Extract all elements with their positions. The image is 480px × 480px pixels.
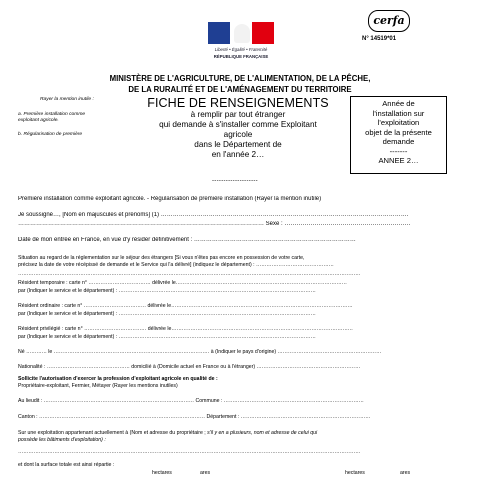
title-line: qui demande à s'installer comme Exploitant [159,120,317,129]
dotted-line[interactable]: ……………………………………………………………………………………………………………………………………………………………………………… [18,271,361,277]
year-box-line: Année de [382,99,415,108]
column-ares: ares [400,470,411,476]
year-box-line: ------- [389,146,408,156]
note-heading: Rayer la mention inutile : [40,97,94,102]
installation-type-line: Première installation comme exploitant agricole. - Régularisation de première installation (Rayer la mention inutile) [18,196,322,202]
status-options-line: Propriétaire-exploitant, Fermier, Métayer (Rayer les mentions inutiles) [18,383,178,389]
dotted-line[interactable]: ……………………………………………………………………………………………………………………………………………………………………………… [18,449,361,455]
privileged-resident-service-line[interactable]: par (Indiquer le service et le département) : …………………………………………………………………………………………………… [18,334,316,340]
marianne-icon [234,24,250,43]
year-box-line: ANNEE 2… [378,156,419,165]
motto: Liberté • Égalité • Fraternité [214,47,268,52]
ordinary-resident-service-line[interactable]: par (Indiquer le service et le département) : …………………………………………………………………………………………………… [18,311,316,317]
birth-field-line[interactable]: Né ………… le ……………………………………………………………………………… à (Indiquer le pays d'origine) …………………………………………………… [18,349,382,355]
cerfa-logo: cerfa [368,10,410,32]
name-field-line[interactable]: Je soussigné…, [Nom en majuscules et prénoms] (1) ……………………………………………………………………………………………………………. [18,212,409,218]
year-box-line: demande [382,137,415,146]
residence-status-detail-line[interactable]: précisez la date de votre récépissé de demande et le Service qui l'a délivré] (indiquez le département) : ……………………………………… [18,262,334,268]
ministry-line-1: MINISTÈRE DE L'AGRICULTURE, DE L'ALIMENTATION, DE LA PÊCHE, [109,74,371,83]
owner-field-text: Sur une exploitation appartenant actuellement à (Nom et adresse du propriétaire ; [18,430,208,436]
year-box-line: objet de la présente [365,127,432,137]
title-line: dans le Département de [194,140,282,149]
ordinary-resident-line[interactable]: Résident ordinaire : carte n° ……………………………… délivrée le…………………………………………………………………………………………… [18,303,353,309]
year-box-line: l'exploitation [377,118,420,127]
column-hectares: hectares [345,470,365,476]
owner-buildings-line: possède les bâtiments d'exploitation) : [18,437,106,443]
owner-field-line [18,430,466,436]
republique-francaise-logo [208,22,274,66]
installation-year-box [350,96,447,174]
year-box-line: l'installation sur [372,108,425,118]
title-line: agricole [223,130,253,139]
canton-field-line[interactable]: Canton : …………………………………………………………………………………… Département : ………………………………………………………………… [18,414,371,420]
nationality-field-line[interactable]: Nationalité : ………………………………………… domicilié à (Domicile actuel en France ou à l'étranger) …………………………………………………… [18,364,361,370]
column-hectares: hectares [152,470,172,476]
separator: -------------------- [212,178,258,184]
residence-status-line: Situation au regard de la réglementation sur le séjour des étrangers [Si vous n'êtes pas encore en possession de votre carte, [18,255,305,261]
entry-date-field-line[interactable]: Date de mon entrée en France, en vue d'y résider définitivement : ……………………………………………………………………… [18,237,356,243]
republic-label: RÉPUBLIQUE FRANÇAISE [213,54,269,59]
authorization-request-line: Sollicite l'autorisation d'exercer la profession d'exploitant agricole en qualité de : [18,376,218,382]
title-line: à remplir par tout étranger [190,110,286,119]
note-option-b: b. Régularisation de première [18,132,83,137]
privileged-resident-line[interactable]: Résident privilégié : carte n° ……………………………… délivrée le…………………………………………………………………………………………… [18,326,353,332]
locality-field-line[interactable]: Au lieudit : …………………………………………………………………………… Commune : ……………………………………………………………………… [18,398,364,404]
note-option-a: a. Première installation comme exploitant agricole. [18,112,86,123]
owner-field-note: s'il y en a plusieurs, nom et adresse de celui qui [207,430,318,436]
sex-field-line[interactable]: …………………………………………………………………………………………………………… Sexe : ……………………………………………………… [18,221,411,227]
form-title: FICHE DE RENSEIGNEMENTS [147,96,329,110]
cerfa-number: N° 14519*01 [362,36,397,42]
title-line: en l'année 2… [211,150,265,159]
temporary-resident-line[interactable]: Résident temporaire : carte n° ……………………………… délivrée le……………………………………………………………………………………… [18,280,347,286]
title-block [138,96,338,160]
ministry-heading [60,74,420,95]
temporary-resident-service-line[interactable]: par (Indiquer le service et le département) : …………………………………………………………………………………………………… [18,288,316,294]
column-ares: ares [200,470,211,476]
surface-line: et dont la surface totale est ainsi répartie : [18,462,115,468]
ministry-line-2: DE LA RURALITÉ ET DE L'AMÉNAGEMENT DU TERRITOIRE [128,84,352,94]
